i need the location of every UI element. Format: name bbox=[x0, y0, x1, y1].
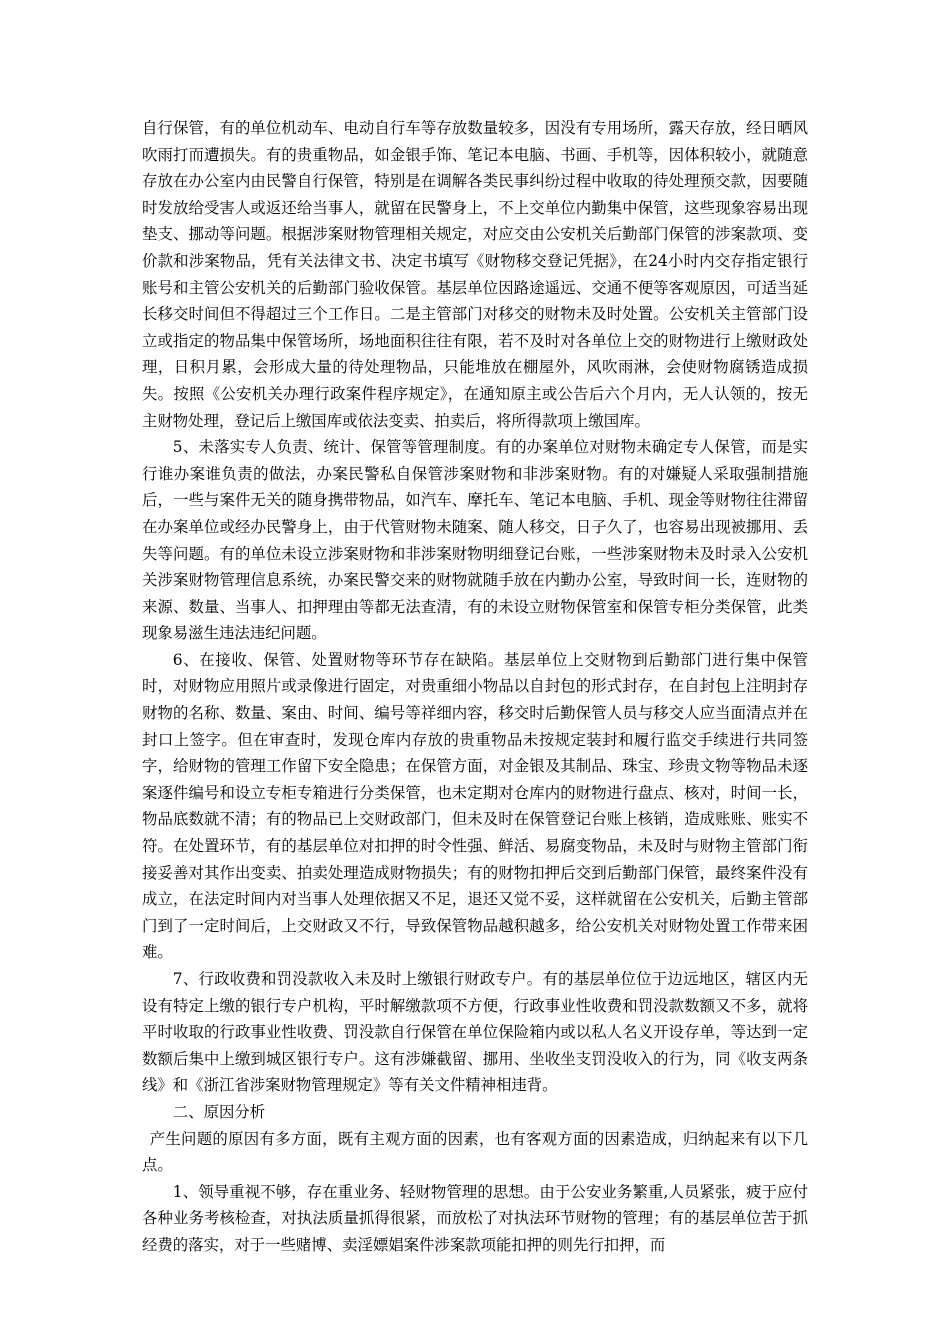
paragraph-item-7: 7、行政收费和罚没款收入未及时上缴银行财政专户。有的基层单位位于边远地区，辖区内无设有特定上缴的银行专户机构，平时解缴款项不方便，行政事业性收费和罚没款数额又不多，就将平时收取的行政事业性收费、罚没款自行保管在单位保险箱内或以私人名义开设存单，等达到一定数额后集中上缴到城区银行专户。这有涉嫌截留、挪用、坐收坐支罚没收入的行为，同《收支两条线》和《浙江省涉案财物管理规定》等有关文件精神相违背。 bbox=[142, 970, 808, 1095]
paragraph-cause-intro: 产生问题的原因有多方面，既有主观方面的因素，也有客观方面的因素造成，归纳起来有以下几点。 bbox=[142, 1129, 808, 1175]
paragraph-item-5: 5、未落实专人负责、统计、保管等管理制度。有的办案单位对财物未确定专人保管，而是实行谁办案谁负责的做法，办案民警私自保管涉案财物和非涉案财物。有的对嫌疑人采取强制措施后，一些与案件无关的随身携带物品，如汽车、摩托车、笔记本电脑、手机、现金等财物往往滞留在办案单位或经办民警身上，由于代管财物未随案、随人移交，日子久了，也容易出现被挪用、丢失等问题。有的单位未设立涉案财物和非涉案财物明细登记台账，一些涉案财物未及时录入公安机关涉案财物管理信息系统，办案民警交来的财物就随手放在内勤办公室，导致时间一长，连财物的来源、数量、当事人、扣押理由等都无法查清，有的未设立财物保管室和保管专柜分类保管，此类现象易滋生违法违纪问题。 bbox=[142, 438, 808, 643]
paragraph-cause-1: 1、领导重视不够，存在重业务、轻财物管理的思想。由于公安业务繁重,人员紧张，疲于应付各种业务考核检查，对执法质量抓得很紧，而放松了对执法环节财物的管理；有的基层单位苦于抓经费的落实，对于一些赌博、卖淫嫖娼案件涉案款项能扣押的则先行扣押，而 bbox=[142, 1182, 808, 1254]
section-heading-cause-analysis: 二、原因分析 bbox=[172, 1102, 266, 1121]
paragraph-item-6: 6、在接收、保管、处置财物等环节存在缺陷。基层单位上交财物到后勤部门进行集中保管时，对财物应用照片或录像进行固定，对贵重细小物品以自封包的形式封存，在自封包上注明封存财物的名称、数量、案由、时间、编号等祥细内容，移交时后勤保管人员与移交人应当面清点并在封口上签字。但在审查时，发现仓库内存放的贵重物品未按规定装封和履行监交手续进行共同签字，给财物的管理工作留下安全隐患；在保管方面，对金银及其制品、珠宝、珍贵文物等物品未逐案逐件编号和设立专柜专箱进行分类保管，也未定期对仓库内的财物进行盘点、核对，时间一长，物品底数就不清；有的物品已上交财政部门，但未及时在保管登记台账上核销，造成账账、账实不符。在处置环节，有的基层单位对扣押的时令性强、鲜活、易腐变物品，未及时与财物主管部门衔接妥善对其作出变卖、拍卖处理造成财物损失；有的财物扣押后交到后勤部门保管，最终案件没有成立，在法定时间内对当事人处理依据又不足，退还又觉不妥，这样就留在公安机关，后勤主管部门到了一定时间后，上交财政又不行，导致保管物品越积越多，给公安机关对财物处置工作带来困难。 bbox=[142, 650, 808, 962]
paragraph-1: 自行保管，有的单位机动车、电动自行车等存放数量较多，因没有专用场所，露天存放，经日晒风吹雨打而遭损失。有的贵重物品，如金银手饰、笔记本电脑、书画、手机等，因体积较小，就随意存放在办公室内由民警自行保管，特别是在调解各类民事纠纷过程中收取的待处理预交款，因要随时发放给受害人或返还给当事人，就留在民警身上，不上交单位内勤集中保管，这些现象容易出现垫支、挪动等问题。根据涉案财物管理相关规定，对应交由公安机关后勤部门保管的涉案款项、变价款和涉案物品，凭有关法律文书、决定书填写《财物移交登记凭据》，在24小时内交存指定银行账号和主管公安机关的后勤部门验收保管。基层单位因路途遥远、交通不便等客观原因，可适当延长移交时间但不得超过三个工作日。二是主管部门对移交的财物未及时处置。公安机关主管部门设立或指定的物品集中保管场所，场地面积往往有限，若不及时对各单位上交的财物进行上缴财政处理，日积月累，会形成大量的待处理物品，只能堆放在棚屋外，风吹雨淋，会使财物腐锈造成损失。按照《公安机关办理行政案件程序规定》，在通知原主或公告后六个月内，无人认领的，按无主财物处理，登记后上缴国库或依法变卖、拍卖后，将所得款项上缴国库。 bbox=[142, 119, 808, 430]
